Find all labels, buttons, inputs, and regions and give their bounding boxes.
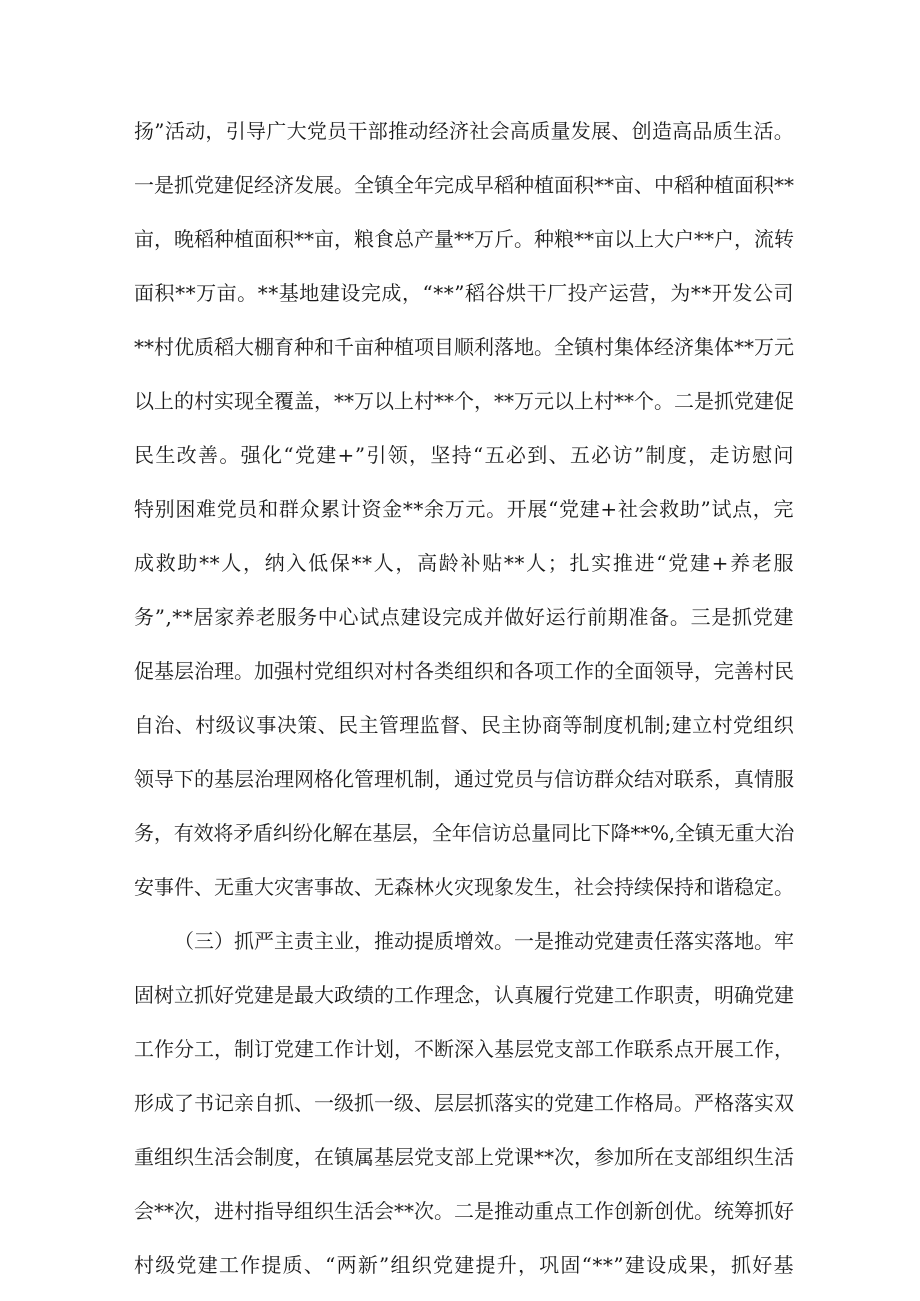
- text-line: 形成了书记亲自抓、一级抓一级、层层抓落实的党建工作格局。严格落实双: [134, 1091, 794, 1115]
- text-line: 成救助**人，纳入低保**人，高龄补贴**人；扎实推进“党建+养老服: [134, 551, 794, 575]
- text-line: 务”,**居家养老服务中心试点建设完成并做好运行前期准备。三是抓党建: [134, 605, 794, 629]
- text-line: 亩，晚稻种植面积**亩，粮食总产量**万斤。种粮**亩以上大户**户，流转: [134, 227, 794, 251]
- text-line: 扬”活动，引导广大党员干部推动经济社会高质量发展、创造高品质生活。: [134, 119, 794, 143]
- text-line: 安事件、无重大灾害事故、无森林火灾现象发生，社会持续保持和谐稳定。: [134, 875, 794, 899]
- text-line: 特别困难党员和群众累计资金**余万元。开展“党建+社会救助”试点，完: [134, 497, 794, 521]
- text-line: 村级党建工作提质、“两新”组织党建提升，巩固“**”建设成果，抓好基: [134, 1253, 794, 1277]
- text-line: 重组织生活会制度，在镇属基层党支部上党课**次，参加所在支部组织生活: [134, 1145, 794, 1169]
- text-line: 民生改善。强化“党建+”引领，坚持“五必到、五必访”制度，走访慰问: [134, 443, 794, 467]
- text-line: 务，有效将矛盾纠纷化解在基层，全年信访总量同比下降**%,全镇无重大治: [134, 821, 794, 845]
- text-line: **村优质稻大棚育种和千亩种植项目顺利落地。全镇村集体经济集体**万元: [134, 335, 794, 359]
- text-line: 工作分工，制订党建工作计划，不断深入基层党支部工作联系点开展工作，: [134, 1037, 794, 1061]
- text-line: 一是抓党建促经济发展。全镇全年完成早稻种植面积**亩、中稻种植面积**: [134, 173, 794, 197]
- text-line: 固树立抓好党建是最大政绩的工作理念，认真履行党建工作职责，明确党建: [134, 983, 794, 1007]
- section-heading-line: （三）抓严主责主业，推动提质增效。一是推动党建责任落实落地。牢: [174, 929, 794, 953]
- text-line: 会**次，进村指导组织生活会**次。二是推动重点工作创新创优。统筹抓好: [134, 1199, 794, 1223]
- text-line: 领导下的基层治理网格化管理机制，通过党员与信访群众结对联系，真情服: [134, 767, 794, 791]
- text-line: 以上的村实现全覆盖，**万以上村**个，**万元以上村**个。二是抓党建促: [134, 389, 794, 413]
- text-line: 促基层治理。加强村党组织对村各类组织和各项工作的全面领导，完善村民: [134, 659, 794, 683]
- text-line: 面积**万亩。**基地建设完成，“**”稻谷烘干厂投产运营，为**开发公司: [134, 281, 794, 305]
- text-line: 自治、村级议事决策、民主管理监督、民主协商等制度机制;建立村党组织: [134, 713, 794, 737]
